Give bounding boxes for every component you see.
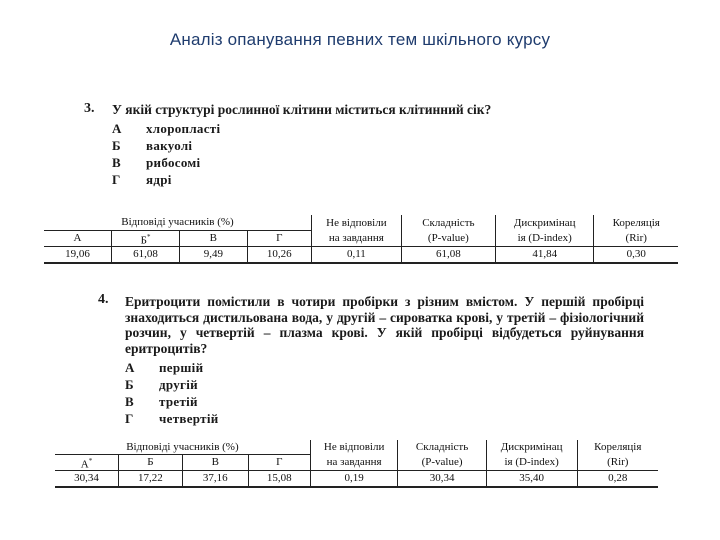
difficulty-value: 30,34: [398, 471, 486, 487]
discrimination-value: 41,84: [495, 247, 594, 263]
option-a: А хлоропласті: [112, 121, 221, 136]
option-v: В третій: [125, 394, 198, 409]
value-v: 9,49: [180, 247, 248, 263]
column-b: Б: [118, 454, 182, 471]
no-answer-label: на завдання: [310, 454, 398, 471]
column-a: А: [73, 232, 82, 245]
page-title: Аналіз опанування певних тем шкільного курсу: [169, 30, 551, 49]
difficulty-label: (P-value): [401, 230, 495, 247]
option-a: А першій: [125, 360, 204, 375]
stats-table: [55, 440, 658, 488]
option-b: Б вакуолі: [112, 138, 193, 153]
question-number: 3.: [84, 101, 95, 116]
value-b: 61,08: [112, 247, 180, 263]
correlation-label: (Rir): [594, 230, 678, 247]
difficulty-label: (P-value): [398, 454, 486, 471]
correlation-value: 0,28: [577, 471, 658, 487]
discrimination-label: Дискримінац: [486, 440, 577, 454]
option-g: Г четвертій: [125, 411, 219, 426]
value-g: 15,08: [248, 471, 310, 487]
correlation-label: (Rir): [577, 454, 658, 471]
column-g: Г: [248, 454, 310, 471]
discrimination-label: ія (D-index): [486, 454, 577, 471]
correlation-label: Кореляція: [594, 215, 678, 230]
discrimination-value: 35,40: [486, 471, 577, 487]
no-answer-label: на завдання: [311, 230, 401, 247]
answers-header: Відповіді учасників (%): [55, 440, 310, 454]
value-v: 37,16: [182, 471, 248, 487]
column-a: А*: [80, 456, 93, 471]
question-text: Еритроцити помістили в чотири пробірки з різним вмістом. У першій пробірці знаходиться дистильована вода, у другій – сироватка крові, у третій – фізіологічний розчин, у четвертій – плазма крові. У якій пробірці відбудеться руйнування еритроцитів?: [125, 294, 644, 356]
option-v: В рибосомі: [112, 155, 201, 170]
value-a: 19,06: [44, 247, 112, 263]
value-a: 30,34: [55, 471, 118, 487]
difficulty-value: 61,08: [401, 247, 495, 263]
option-g: Г ядрі: [112, 172, 172, 187]
value-b: 17,22: [118, 471, 182, 487]
answer-options: [112, 120, 220, 188]
no-answer-value: 0,19: [310, 471, 398, 487]
question-text: У якій структурі рослинної клітини міститься клітинний сік?: [112, 102, 492, 117]
discrimination-label: Дискримінац: [495, 215, 594, 230]
no-answer-label: Не відповіли: [310, 440, 398, 454]
difficulty-label: Складність: [401, 215, 495, 230]
answers-header: Відповіді учасників (%): [44, 215, 311, 230]
column-b: Б*: [112, 230, 180, 247]
stats-table: [44, 215, 678, 264]
correlation-value: 0,30: [594, 247, 678, 263]
value-g: 10,26: [247, 247, 311, 263]
column-v: В: [182, 454, 248, 471]
answer-options: [125, 359, 219, 427]
no-answer-label: Не відповіли: [311, 215, 401, 230]
discrimination-label: ія (D-index): [495, 230, 594, 247]
column-g: Г: [247, 230, 311, 247]
question-number: 4.: [98, 292, 109, 307]
difficulty-label: Складність: [398, 440, 486, 454]
option-b: Б другій: [125, 377, 198, 392]
no-answer-value: 0,11: [311, 247, 401, 263]
column-v: В: [180, 230, 248, 247]
correlation-label: Кореляція: [577, 440, 658, 454]
